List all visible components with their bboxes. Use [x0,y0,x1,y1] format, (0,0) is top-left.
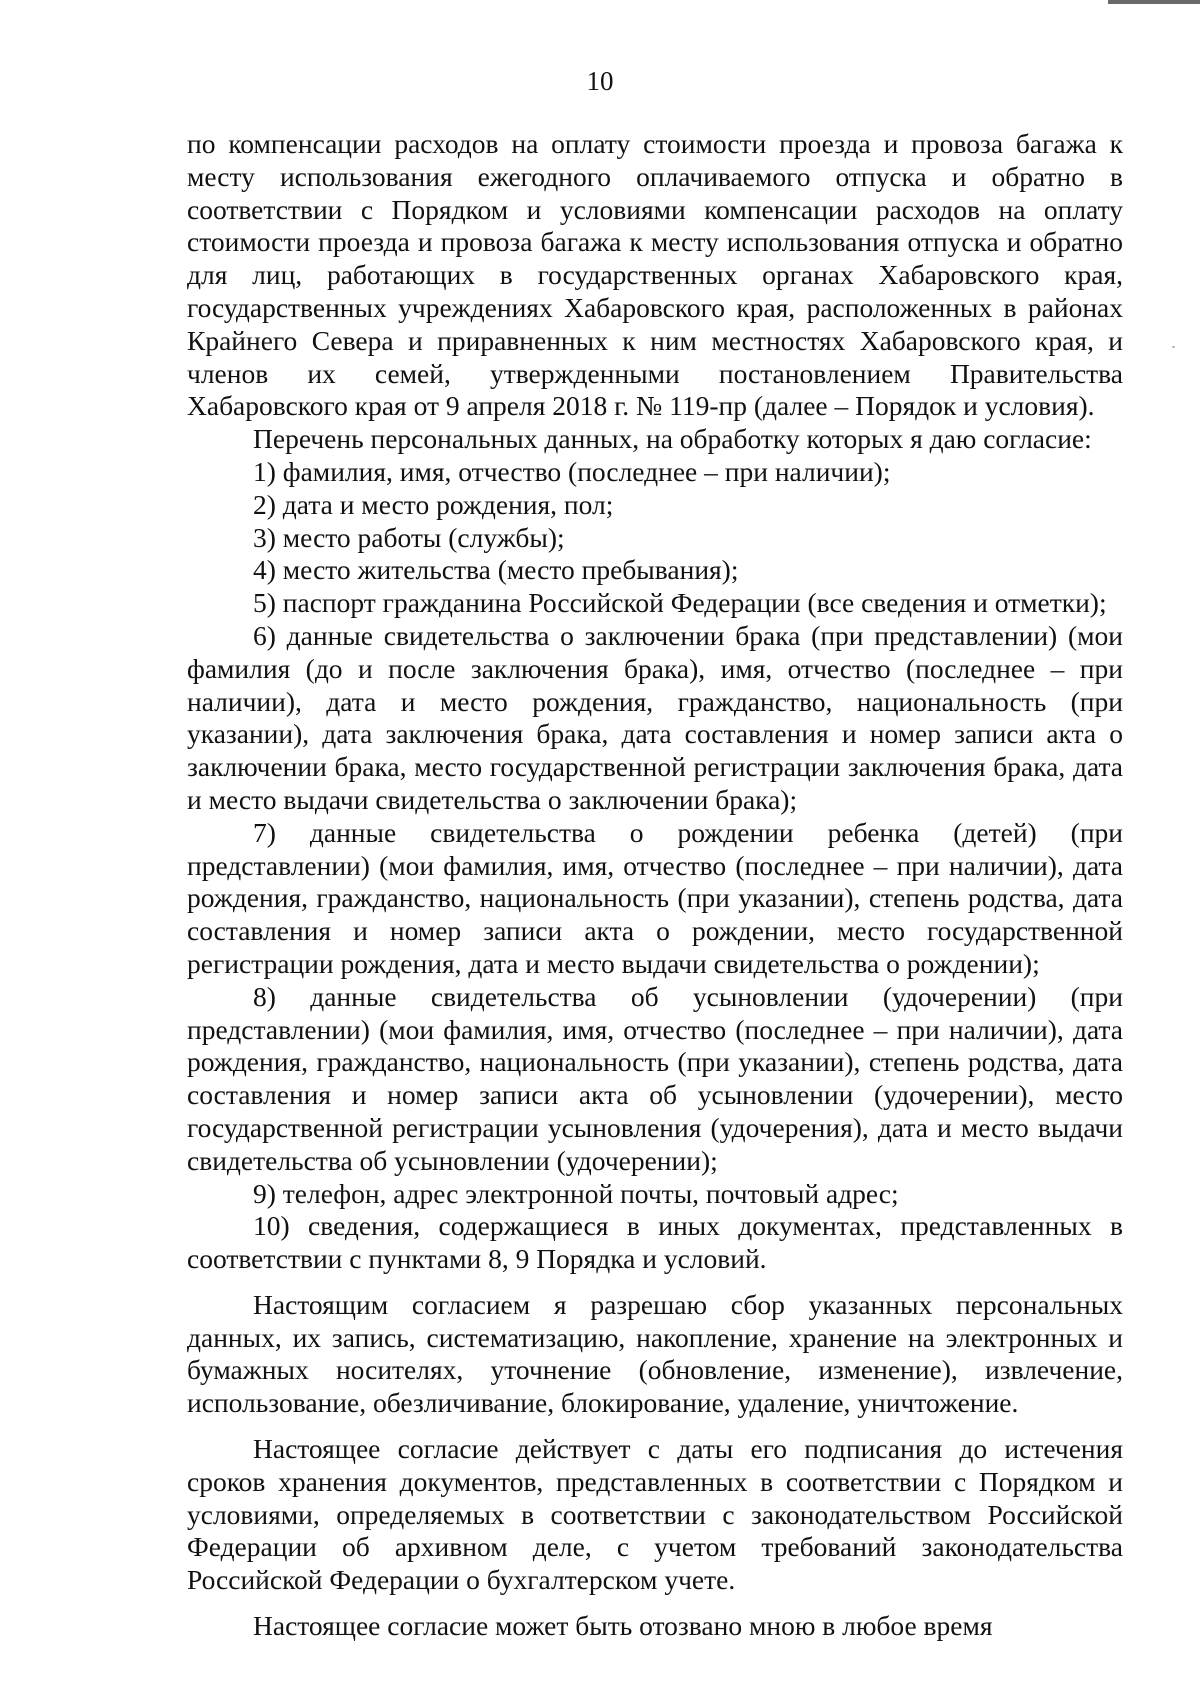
list-item-8: 8) данные свидетельства об усыновлении (удочерении) (при представлении) (мои фамилия, имя, отчество (последнее – при наличии), дата рождения, гражданство, национальность (при указании), степень родства, дата составления и номер записи акта об усыновлении (удочерении), место государственной регистрации усыновления (удочерения), дата и место выдачи свидетельства об усыновлении (удочерении); [187,980,1123,1176]
list-item-1: 1) фамилия, имя, отчество (последнее – при наличии); [253,455,891,487]
consent-validity-paragraph: Настоящее согласие действует с даты его подписания до истечения сроков хранения документов, представленных в соответствии с Порядком и условиями, определяемых в соответствии с законодательством Российской Федерации об архивном деле, с учетом требований законодательства Российской Федерации о бухгалтерском учете. [187,1433,1123,1596]
list-item-7: 7) данные свидетельства о рождении ребенка (детей) (при представлении) (мои фамилия, имя, отчество (последнее – при наличии), дата рождения, гражданство, национальность (при указании), степень родства, дата составления и номер записи акта о рождении, место государственной регистрации рождения, дата и место выдачи свидетельства о рождении); [187,816,1123,979]
page-number: 10 [586,66,614,96]
document-body [187,128,1123,1643]
list-item-4: 4) место жительства (место пребывания); [253,554,739,586]
consent-scope-paragraph: Настоящим согласием я разрешаю сбор указанных персональных данных, их запись, систематизацию, накопление, хранение на электронных и бумажных носителях, уточнение (обновление, изменение), извлечение, использование, обезличивание, блокирование, удаление, уничтожение. [187,1288,1123,1419]
list-item-5: 5) паспорт гражданина Российской Федерации (все сведения и отметки); [253,587,1107,619]
list-item-9: 9) телефон, адрес электронной почты, почтовый адрес; [253,1177,899,1209]
consent-revocation-paragraph: Настоящее согласие может быть отозвано мною в любое время [253,1610,993,1642]
list-item-6: 6) данные свидетельства о заключении брака (при представлении) (мои фамилия (до и после заключения брака), имя, отчество (последнее – при наличии), дата и место рождения, гражданство, национальность (при указании), дата заключения брака, дата составления и номер записи акта о заключении брака, место государственной регистрации заключения брака, дата и место выдачи свидетельства о заключении брака); [187,619,1123,815]
list-item-2: 2) дата и место рождения, пол; [253,488,614,520]
scan-edge-mark [1108,0,1200,4]
list-item-10: 10) сведения, содержащиеся в иных документах, представленных в соответствии с пунктами 8, 9 Порядка и условий. [187,1210,1123,1275]
data-list-heading: Перечень персональных данных, на обработку которых я даю согласие: [253,423,1092,455]
scan-speck [1172,346,1175,348]
list-item-3: 3) место работы (службы); [253,521,565,553]
intro-paragraph: по компенсации расходов на оплату стоимости проезда и провоза багажа к месту использования ежегодного оплачиваемого отпуска и обратно в соответствии с Порядком и условиями компенсации расходов на оплату стоимости проезда и провоза багажа к месту использования отпуска и обратно для лиц, работающих в государственных органах Хабаровского края, государственных учреждениях Хабаровского края, расположенных в районах Крайнего Севера и приравненных к ним местностях Хабаровского края, и членов их семей, утвержденными постановлением Правительства Хабаровского края от 9 апреля 2018 г. № 119-пр (далее – Порядок и условия). [187,128,1123,422]
